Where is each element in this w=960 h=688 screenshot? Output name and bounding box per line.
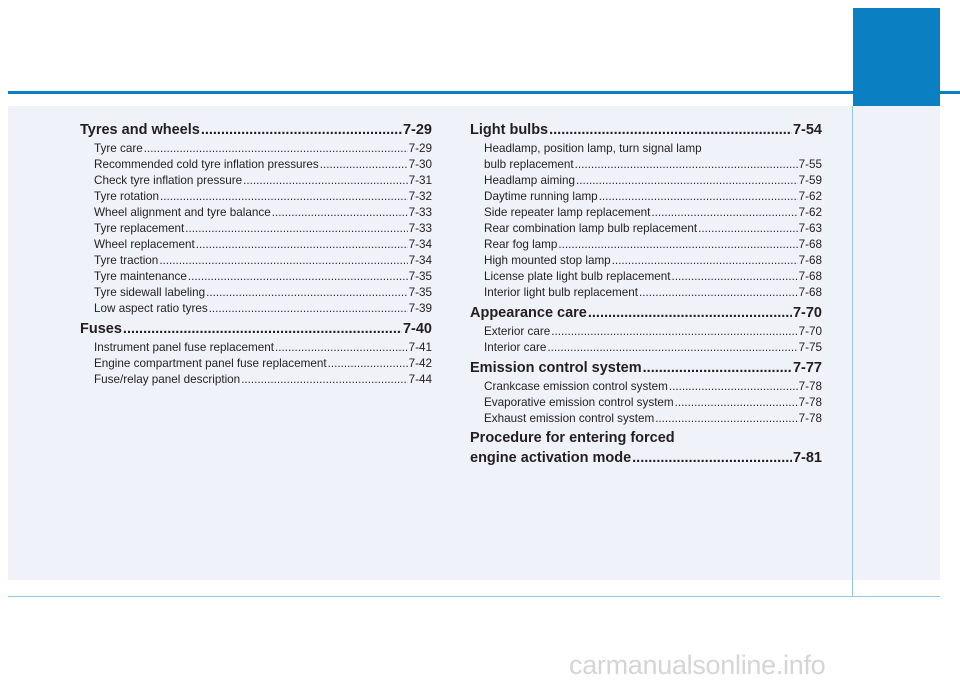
toc-item-entry[interactable] <box>80 189 432 205</box>
toc-section-entry[interactable] <box>80 319 432 340</box>
dot-leader <box>201 120 402 141</box>
toc-page-number: 7-39 <box>408 302 432 315</box>
toc-page-number: 7-78 <box>798 412 822 425</box>
toc-item-entry[interactable] <box>470 205 822 221</box>
dot-leader <box>272 205 408 221</box>
dot-leader <box>328 356 408 372</box>
footer-rule <box>8 596 940 597</box>
toc-page-number: 7-30 <box>408 158 432 171</box>
toc-page-number: 7-29 <box>408 142 432 155</box>
toc-item-entry[interactable] <box>80 141 432 157</box>
toc-page-number: 7-78 <box>798 396 822 409</box>
toc-item-entry[interactable] <box>80 301 432 317</box>
dot-leader <box>669 379 798 395</box>
toc-entry-title: bulb replacement <box>484 158 574 171</box>
toc-item-entry[interactable] <box>80 356 432 372</box>
dot-leader <box>185 221 407 237</box>
toc-page-number: 7-40 <box>402 321 432 337</box>
toc-entry-title: Tyre traction <box>94 254 159 267</box>
dot-leader <box>275 340 408 356</box>
toc-page-number: 7-68 <box>798 286 822 299</box>
toc-page-number: 7-68 <box>798 270 822 283</box>
toc-page-number: 7-70 <box>798 325 822 338</box>
toc-page-number: 7-70 <box>792 305 822 321</box>
toc-page-number: 7-81 <box>792 450 822 466</box>
toc-item-entry[interactable] <box>470 340 822 356</box>
toc-entry-title: Fuse/relay panel description <box>94 373 241 386</box>
toc-item-entry[interactable] <box>80 372 432 388</box>
toc-item-entry[interactable] <box>470 395 822 411</box>
toc-entry-title: Tyre replacement <box>94 222 185 235</box>
margin-divider <box>852 106 853 596</box>
toc-page-number: 7-31 <box>408 174 432 187</box>
toc-item-entry[interactable] <box>470 189 822 205</box>
toc-right-column <box>470 120 822 468</box>
toc-page-number: 7-33 <box>408 222 432 235</box>
watermark: carmanualsonline.info <box>569 650 826 680</box>
toc-page-number: 7-55 <box>798 158 822 171</box>
toc-entry-title: Evaporative emission control system <box>484 396 674 409</box>
toc-item-entry[interactable] <box>80 285 432 301</box>
toc-entry-line2 <box>470 448 822 468</box>
dot-leader <box>243 173 407 189</box>
toc-entry-title: Crankcase emission control system <box>484 380 668 393</box>
toc-page-number: 7-75 <box>798 341 822 354</box>
dot-leader <box>588 303 792 324</box>
dot-leader <box>159 253 407 269</box>
toc-item-entry[interactable] <box>80 205 432 221</box>
dot-leader <box>675 395 798 411</box>
toc-entry-title: Exterior care <box>484 325 551 338</box>
toc-entry-title: Daytime running lamp <box>484 190 598 203</box>
dot-leader <box>651 205 797 221</box>
toc-page-number: 7-68 <box>798 254 822 267</box>
toc-item-entry[interactable] <box>80 269 432 285</box>
toc-page-number: 7-63 <box>798 222 822 235</box>
header-rule <box>8 91 960 94</box>
toc-page-number: 7-78 <box>798 380 822 393</box>
toc-entry-line2 <box>484 157 822 173</box>
toc-entry-title: Low aspect ratio tyres <box>94 302 208 315</box>
toc-item-entry[interactable] <box>470 237 822 253</box>
dot-leader <box>188 269 408 285</box>
dot-leader <box>241 372 407 388</box>
toc-entry-title: engine activation mode <box>470 450 632 466</box>
dot-leader <box>671 269 797 285</box>
toc-item-entry[interactable] <box>470 221 822 237</box>
toc-item-entry[interactable] <box>470 411 822 427</box>
toc-entry-title: Appearance care <box>470 305 587 321</box>
dot-leader <box>209 301 408 317</box>
toc-item-entry[interactable] <box>470 141 822 173</box>
toc-section-entry[interactable] <box>470 428 822 468</box>
toc-page-number: 7-54 <box>792 122 822 138</box>
toc-page-number: 7-32 <box>408 190 432 203</box>
toc-item-entry[interactable] <box>470 173 822 189</box>
dot-leader <box>206 285 408 301</box>
toc-page-number: 7-33 <box>408 206 432 219</box>
toc-item-entry[interactable] <box>470 253 822 269</box>
toc-page-number: 7-62 <box>798 206 822 219</box>
toc-entry-title: License plate light bulb replacement <box>484 270 671 283</box>
toc-item-entry[interactable] <box>470 285 822 301</box>
dot-leader <box>551 324 797 340</box>
toc-entry-title: Rear combination lamp bulb replacement <box>484 222 698 235</box>
toc-entry-title: Tyres and wheels <box>80 122 200 138</box>
dot-leader <box>576 173 798 189</box>
toc-left-column <box>80 120 432 388</box>
toc-page-number: 7-59 <box>798 174 822 187</box>
dot-leader <box>196 237 408 253</box>
toc-entry-title: Side repeater lamp replacement <box>484 206 651 219</box>
toc-page-number: 7-29 <box>402 122 432 138</box>
toc-item-entry[interactable] <box>470 269 822 285</box>
toc-entry-title: Engine compartment panel fuse replacement <box>94 357 327 370</box>
dot-leader <box>643 358 792 379</box>
toc-entry-title: Interior light bulb replacement <box>484 286 638 299</box>
dot-leader <box>144 141 408 157</box>
toc-entry-title: Wheel replacement <box>94 238 195 251</box>
dot-leader <box>320 157 408 173</box>
toc-section-entry[interactable] <box>470 120 822 141</box>
toc-page-number: 7-35 <box>408 286 432 299</box>
toc-entry-title: Light bulbs <box>470 122 549 138</box>
toc-entry-title: Tyre sidewall labeling <box>94 286 206 299</box>
dot-leader <box>558 237 797 253</box>
toc-item-entry[interactable] <box>80 173 432 189</box>
toc-entry-title: Tyre care <box>94 142 143 155</box>
dot-leader <box>549 120 792 141</box>
dot-leader <box>599 189 798 205</box>
dot-leader <box>639 285 798 301</box>
dot-leader <box>698 221 798 237</box>
toc-section-entry[interactable] <box>470 358 822 379</box>
toc-page-number: 7-44 <box>408 373 432 386</box>
toc-page-number: 7-34 <box>408 238 432 251</box>
toc-item-entry[interactable] <box>80 221 432 237</box>
toc-item-entry[interactable] <box>80 253 432 269</box>
toc-entry-title: Rear fog lamp <box>484 238 558 251</box>
dot-leader <box>575 157 798 173</box>
toc-page-number: 7-35 <box>408 270 432 283</box>
toc-entry-title: Interior care <box>484 341 547 354</box>
dot-leader <box>655 411 797 427</box>
toc-item-entry[interactable] <box>470 324 822 340</box>
toc-entry-title: Tyre rotation <box>94 190 159 203</box>
dot-leader <box>547 340 797 356</box>
toc-entry-title: High mounted stop lamp <box>484 254 611 267</box>
toc-entry-title: Tyre maintenance <box>94 270 187 283</box>
toc-page-number: 7-68 <box>798 238 822 251</box>
toc-entry-title: Recommended cold tyre inflation pressures <box>94 158 319 171</box>
toc-page-number: 7-41 <box>408 341 432 354</box>
toc-entry-title: Wheel alignment and tyre balance <box>94 206 271 219</box>
toc-entry-title: Emission control system <box>470 360 642 376</box>
toc-page-number: 7-77 <box>792 360 822 376</box>
toc-entry-title-line1: Headlamp, position lamp, turn signal lamp <box>484 142 702 155</box>
toc-entry-title: Headlamp aiming <box>484 174 575 187</box>
toc-entry-title: Check tyre inflation pressure <box>94 174 243 187</box>
toc-item-entry[interactable] <box>80 340 432 356</box>
toc-page-number: 7-42 <box>408 357 432 370</box>
toc-item-entry[interactable] <box>80 157 432 173</box>
dot-leader <box>160 189 408 205</box>
toc-page-number: 7-62 <box>798 190 822 203</box>
toc-entry-title: Exhaust emission control system <box>484 412 655 425</box>
toc-section-entry[interactable] <box>470 303 822 324</box>
toc-item-entry[interactable] <box>80 237 432 253</box>
toc-entry-title: Instrument panel fuse replacement <box>94 341 274 354</box>
dot-leader <box>123 319 402 340</box>
toc-entry-title: Fuses <box>80 321 122 337</box>
toc-entry-title-line1: Procedure for entering forced <box>470 430 675 446</box>
toc-page-number: 7-34 <box>408 254 432 267</box>
toc-section-entry[interactable] <box>80 120 432 141</box>
toc-item-entry[interactable] <box>470 379 822 395</box>
dot-leader <box>632 448 792 468</box>
dot-leader <box>612 253 798 269</box>
